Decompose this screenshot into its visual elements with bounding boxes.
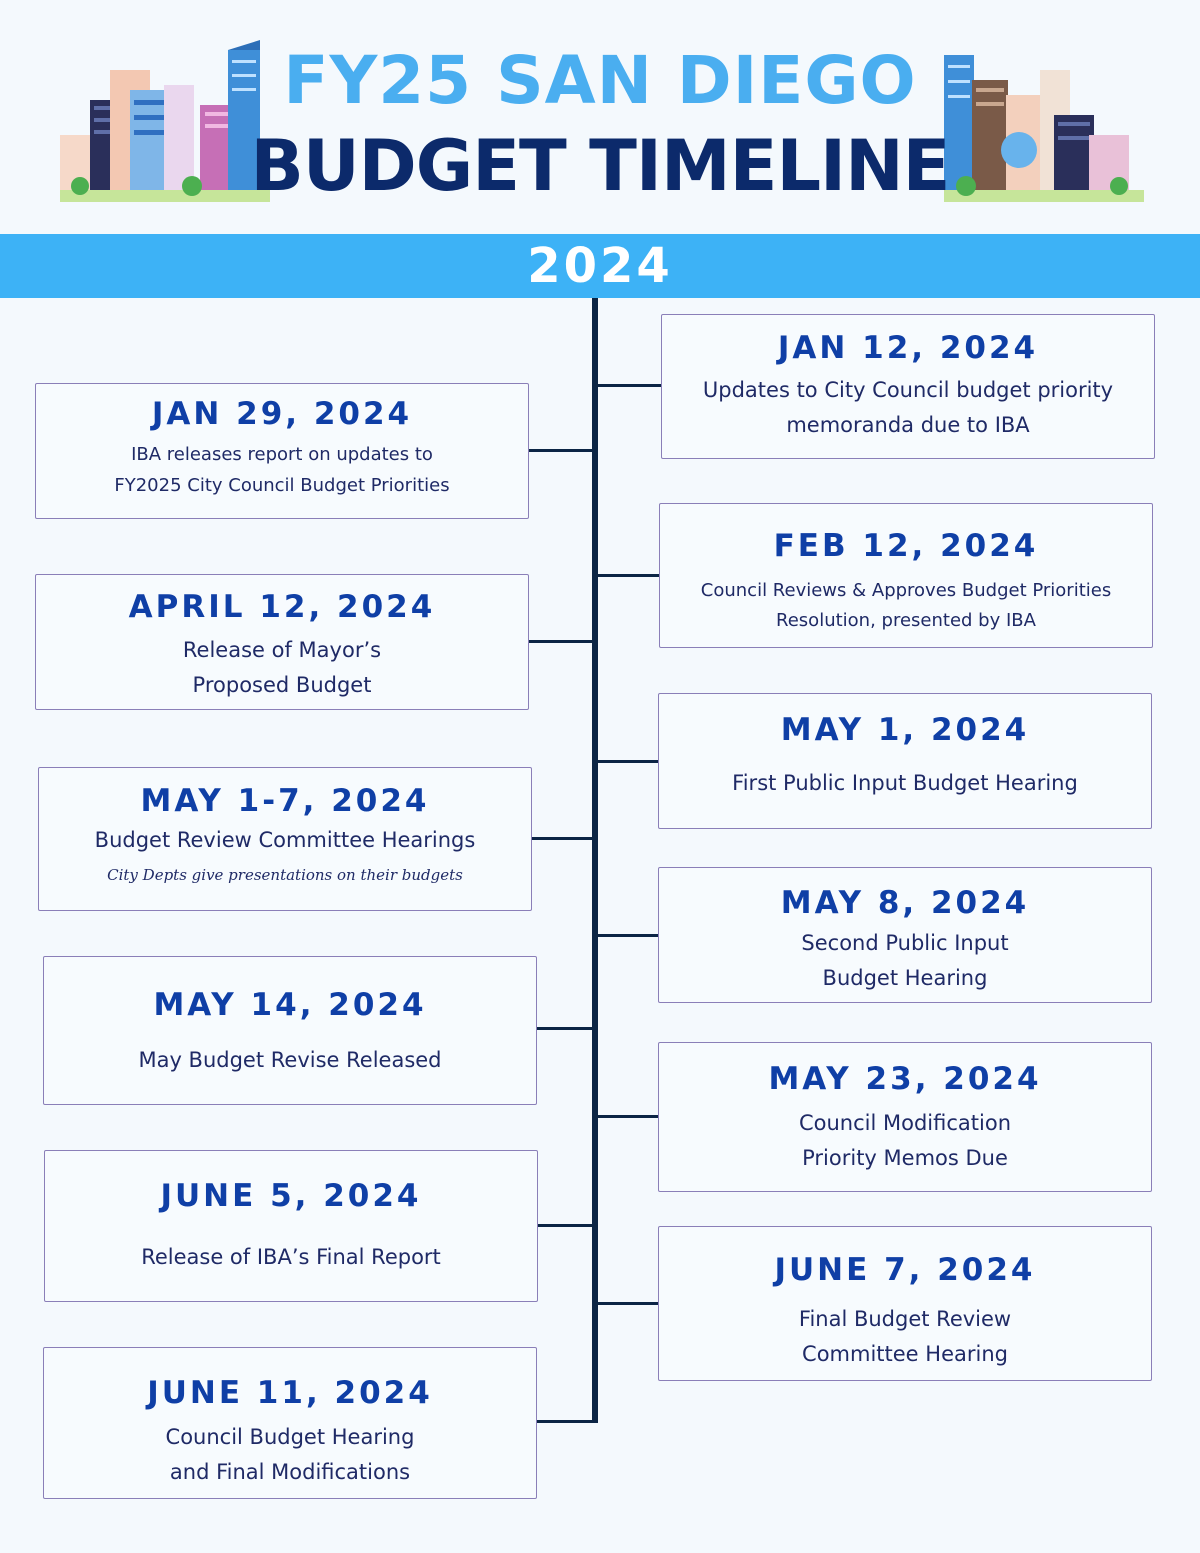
event-description-line: FY2025 City Council Budget Priorities (114, 475, 450, 496)
event-card-june-5 (44, 1150, 538, 1302)
event-date: JUNE 5, 2024 (160, 1178, 422, 1214)
event-card-jan-29 (35, 383, 529, 519)
event-description-line: Updates to City Council budget priority (702, 378, 1114, 402)
event-description-line: and Final Modifications (169, 1460, 411, 1484)
connector (536, 1420, 592, 1423)
event-description-line: Committee Hearing (802, 1342, 1008, 1366)
event-card-may-23 (658, 1042, 1152, 1192)
event-date: MAY 8, 2024 (780, 885, 1030, 921)
connector (598, 1115, 658, 1118)
event-card-may-1-7 (38, 767, 532, 911)
event-description-line: Priority Memos Due (802, 1146, 1008, 1170)
event-date: JUNE 7, 2024 (774, 1252, 1036, 1288)
connector (598, 1302, 658, 1305)
event-description-line: IBA releases report on updates to (131, 444, 433, 465)
event-description-line: Resolution, presented by IBA (776, 610, 1036, 631)
timeline-spine (592, 298, 598, 1423)
event-date: MAY 14, 2024 (153, 987, 427, 1023)
event-card-june-11 (43, 1347, 537, 1499)
connector (598, 384, 661, 387)
connector (598, 574, 659, 577)
event-description-line: memoranda due to IBA (786, 413, 1030, 437)
connector (598, 760, 658, 763)
event-card-feb-12 (659, 503, 1153, 648)
event-description-line: Second Public Input (801, 931, 1009, 955)
connector (537, 1224, 592, 1227)
event-date: MAY 23, 2024 (768, 1061, 1042, 1097)
event-date: FEB 12, 2024 (773, 528, 1039, 564)
event-card-april-12 (35, 574, 529, 710)
year-banner: 2024 (0, 234, 1200, 298)
event-description-line: Council Budget Hearing (165, 1425, 415, 1449)
connector (536, 1027, 592, 1030)
title-line-1: FY25 SAN DIEGO (283, 42, 917, 119)
event-date: APRIL 12, 2024 (128, 589, 436, 625)
event-description-line: Final Budget Review (798, 1307, 1012, 1331)
event-description-line: Council Reviews & Approves Budget Priorities (700, 580, 1112, 601)
event-date: JUNE 11, 2024 (147, 1375, 433, 1411)
event-description-line: Proposed Budget (192, 673, 372, 697)
connector (528, 449, 592, 452)
title-line-2: BUDGET TIMELINE (250, 125, 950, 207)
event-date: JAN 12, 2024 (777, 330, 1039, 366)
event-date: MAY 1-7, 2024 (140, 783, 430, 819)
event-card-may-14 (43, 956, 537, 1105)
event-card-may-1 (658, 693, 1152, 829)
event-description-line: Release of Mayor’s (182, 638, 382, 662)
connector (531, 837, 592, 840)
event-description-line: May Budget Revise Released (138, 1048, 442, 1072)
event-description-line: Council Modification (798, 1111, 1012, 1135)
event-description-line: Release of IBA’s Final Report (141, 1245, 441, 1269)
connector (528, 640, 592, 643)
event-date: JAN 29, 2024 (151, 396, 413, 432)
event-card-jan-12 (661, 314, 1155, 459)
event-card-june-7 (658, 1226, 1152, 1381)
connector (598, 934, 658, 937)
event-date: MAY 1, 2024 (780, 712, 1030, 748)
event-description-line: Budget Hearing (822, 966, 988, 990)
event-description-line: First Public Input Budget Hearing (732, 771, 1078, 795)
event-card-may-8 (658, 867, 1152, 1003)
event-note: City Depts give presentations on their budgets (107, 866, 463, 884)
event-description-line: Budget Review Committee Hearings (94, 828, 476, 852)
